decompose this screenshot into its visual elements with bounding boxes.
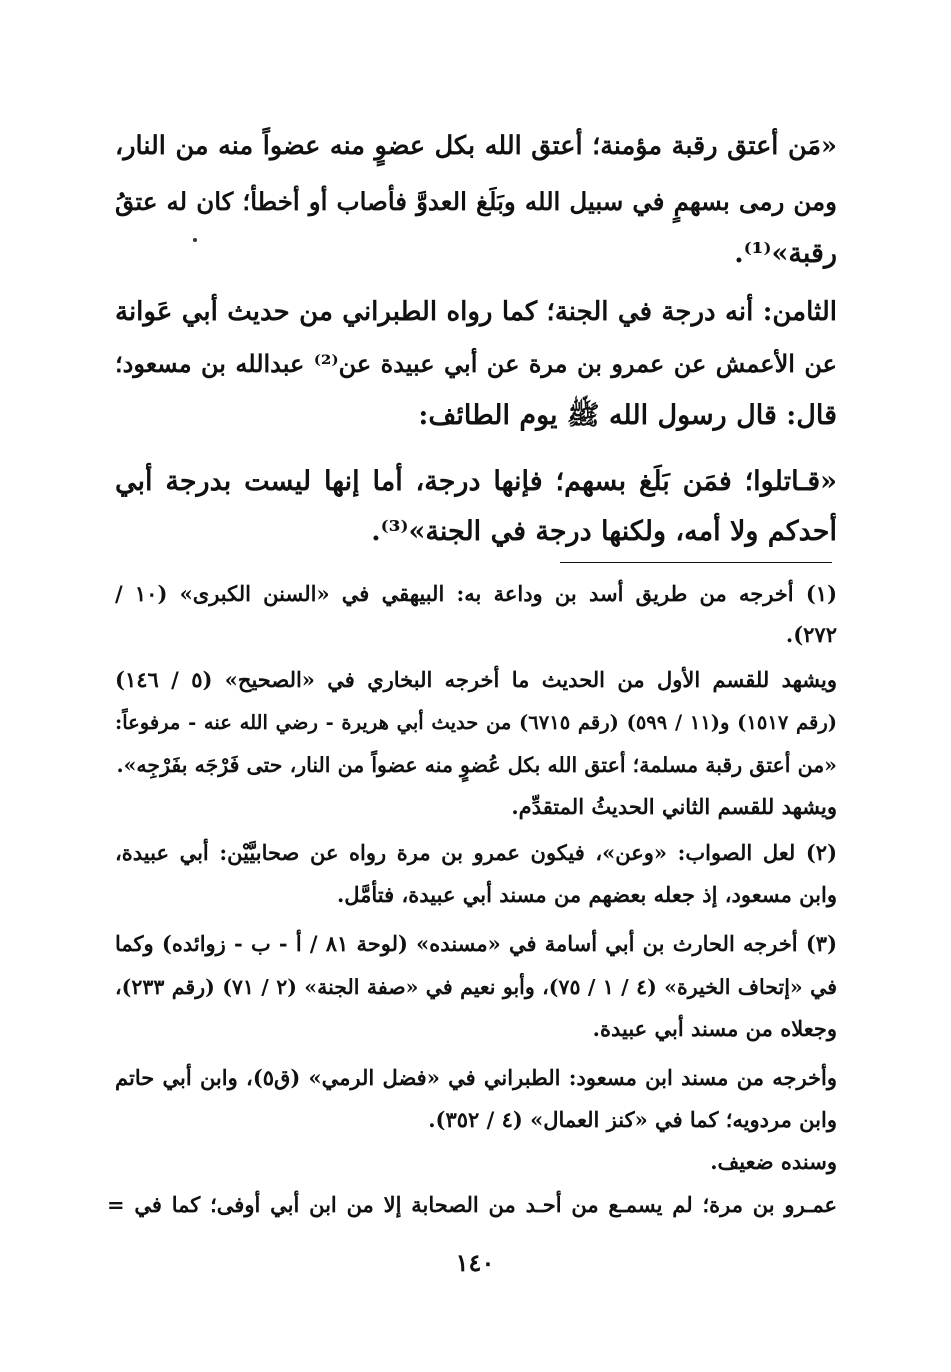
main-text-line-1: «مَن أعتق رقبة مؤمنة؛ أعتق الله بكل عضوٍ منه عضواً منه من النار، bbox=[115, 131, 837, 161]
footnote-line-11: وجعلاه من مسند أبي عبيدة. bbox=[592, 1016, 837, 1041]
footnote-line-15: عمـرو بن مرة؛ لم يسمـع من أحـد من الصحابة إلا من ابن أبي أوفى؛ كما في = bbox=[107, 1192, 837, 1217]
footnote-line-2: ٢٧٢). bbox=[785, 622, 837, 647]
main-text-line-8: أحدكم ولا أمه، ولكنها درجة في الجنة»⁽³⁾. bbox=[371, 516, 837, 547]
footnote-line-14: وسنده ضعيف. bbox=[710, 1149, 837, 1174]
footnote-line-3: ويشهد للقسم الأول من الحديث ما أخرجه البخاري في «الصحيح» (٥ / ١٤٦) bbox=[115, 667, 838, 692]
footnote-line-13: وابن مردويه؛ كما في «كنز العمال» (٤ / ٣٥٢). bbox=[428, 1107, 837, 1132]
footnote-line-5: «من أعتق رقبة مسلمة؛ أعتق الله بكل عُضوٍ منه عضواً من النار، حتى فَرْجَه بفَرْجِه». bbox=[116, 753, 837, 777]
footnote-line-1: (١) أخرجه من طريق أسد بن وداعة به: البيهقي في «السنن الكبرى» (١٠ / bbox=[115, 581, 838, 606]
main-text-line-2: ومن رمى بسهمٍ في سبيل الله وبَلَغ العدوَّ فأصاب أو أخطأ؛ كان له عتقُ bbox=[115, 187, 837, 216]
footnote-line-8: وابن مسعود، إذ جعله بعضهم من مسند أبي عبيدة، فتأمَّل. bbox=[336, 882, 837, 907]
footnote-line-4: (رقم ١٥١٧) و(١١ / ٥٩٩) (رقم ٦٧١٥) من حديث أبي هريرة - رضي الله عنه - مرفوعاً: bbox=[115, 711, 837, 734]
main-text-line-4: الثامن: أنه درجة في الجنة؛ كما رواه الطبراني من حديث أبي عَوانة bbox=[115, 297, 837, 327]
footnote-line-9: (٣) أخرجه الحارث بن أبي أسامة في «مسنده» (لوحة ٨١ / أ - ب - زوائده) وكما bbox=[115, 931, 838, 956]
footnote-line-12: وأخرجه من مسند ابن مسعود: الطبراني في «فضل الرمي» (ق٥)، وابن أبي حاتم bbox=[115, 1065, 838, 1090]
footnote-separator bbox=[560, 562, 832, 563]
main-text-line-7: «قـاتلوا؛ فمَن بَلَغ بسهم؛ فإنها درجة، أما إنها ليست بدرجة أبي bbox=[115, 466, 837, 497]
page-number: ١٤٠ bbox=[455, 1248, 495, 1277]
footnote-line-7: (٢) لعل الصواب: «وعن»، فيكون عمرو بن مرة رواه عن صحابيَّيْن: أبي عبيدة، bbox=[115, 840, 837, 865]
stray-dot bbox=[193, 238, 197, 242]
footnote-line-6: ويشهد للقسم الثاني الحديثُ المتقدِّم. bbox=[511, 794, 837, 819]
main-text-line-5: عن الأعمش عن عمرو بن مرة عن أبي عبيدة عن⁽²⁾ عبدالله بن مسعود؛ bbox=[115, 349, 837, 378]
main-text-line-6: قال: قال رسول الله ﷺ يوم الطائف: bbox=[418, 400, 837, 431]
main-text-line-3: رقبة»⁽¹⁾. bbox=[734, 238, 837, 269]
footnote-line-10: في «إتحاف الخيرة» (٤ / ١ / ٧٥)، وأبو نعيم في «صفة الجنة» (٢ / ٧١) (رقم ٢٣٣)، bbox=[115, 975, 837, 999]
